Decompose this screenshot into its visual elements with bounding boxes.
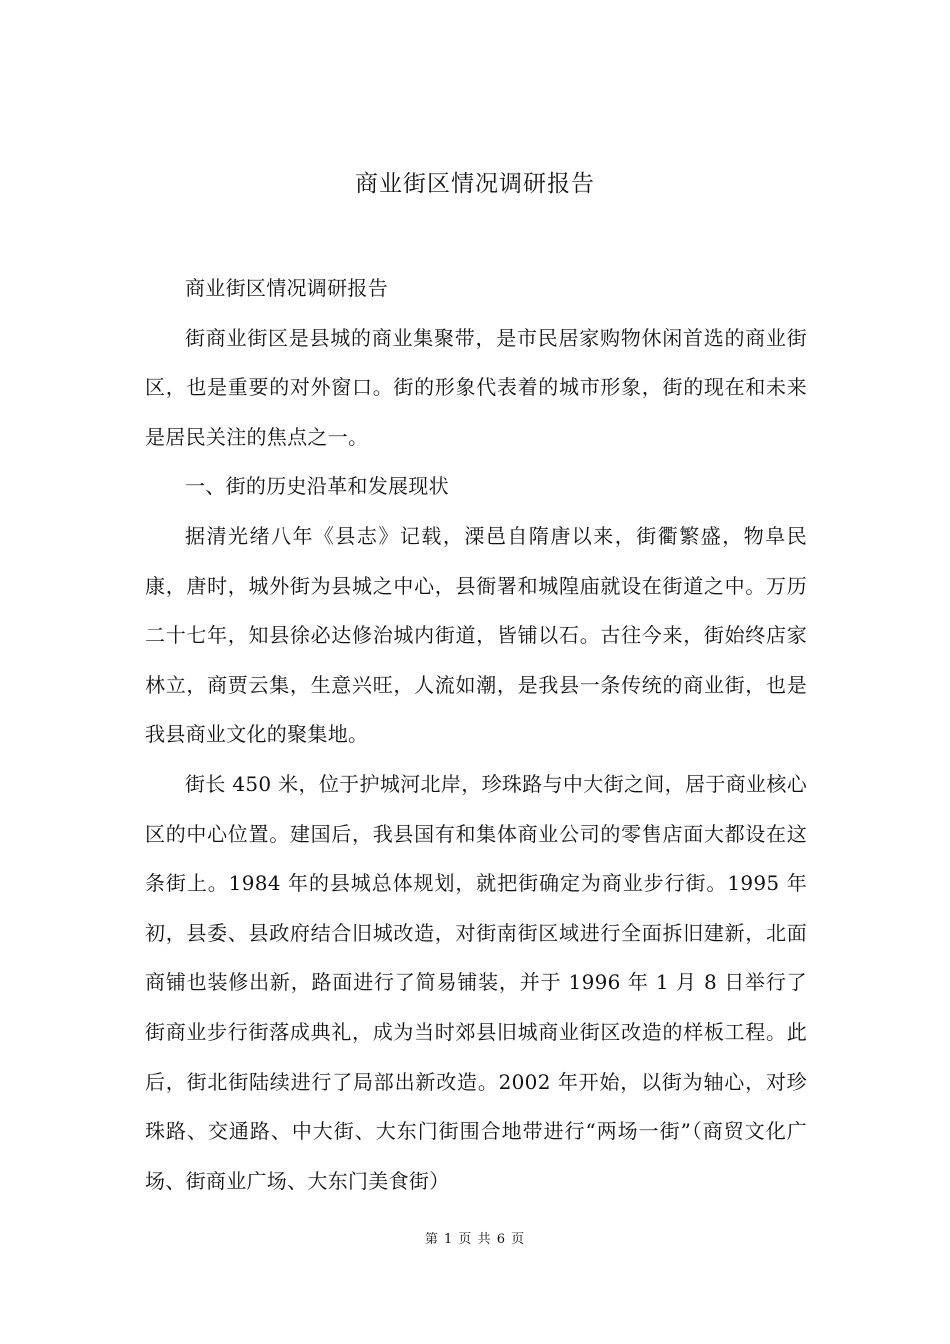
paragraph-intro: 街商业街区是县城的商业集聚带，是市民居家购物休闲首选的商业街区，也是重要的对外窗口。街的形象代表着的城市形象，街的现在和未来是居民关注的焦点之一。 [145, 325, 807, 449]
document-title: 商业街区情况调研报告 [355, 171, 595, 197]
section-heading-history: 一、街的历史沿革和发展现状 [185, 474, 449, 499]
document-body [145, 264, 807, 1206]
paragraph-history: 据清光绪八年《县志》记载，溧邑自隋唐以来，街衢繁盛，物阜民康，唐时，城外街为县城之中心，县衙署和城隍庙就设在街道之中。万历二十七年，知县徐必达修治城内街道，皆铺以石。古往今来，街始终店家林立，商贾云集，生意兴旺，人流如潮，是我县一条传统的商业街，也是我县商业文化的聚集地。 [145, 523, 807, 747]
paragraph-heading: 商业街区情况调研报告 [185, 276, 388, 300]
paragraph-current-status: 街长 450 米，位于护城河北岸，珍珠路与中大街之间，居于商业核心区的中心位置。建国后，我县国有和集体商业公司的零售店面大都设在这条街上。1984 年的县城总体规划，就把街确定为商业步行街。1995 年初，县委、县政府结合旧城改造，对街南街区域进行全面拆旧建新，北面商铺也装修出新，路面进行了简易铺装，并于 1996 年 1 月 8 日举行了街商业步行街落成典礼，成为当时郊县旧城商业街区改造的样板工程。此后，街北街陆续进行了局部出新改造。2002 年开始，以街为轴心，对珍珠路、交通路、中大街、大东门街围合地带进行“两场一街”（商贸文化广场、街商业广场、大东门美食街） [145, 771, 807, 1193]
page-number-footer: 第 1 页 共 6 页 [424, 1232, 526, 1247]
